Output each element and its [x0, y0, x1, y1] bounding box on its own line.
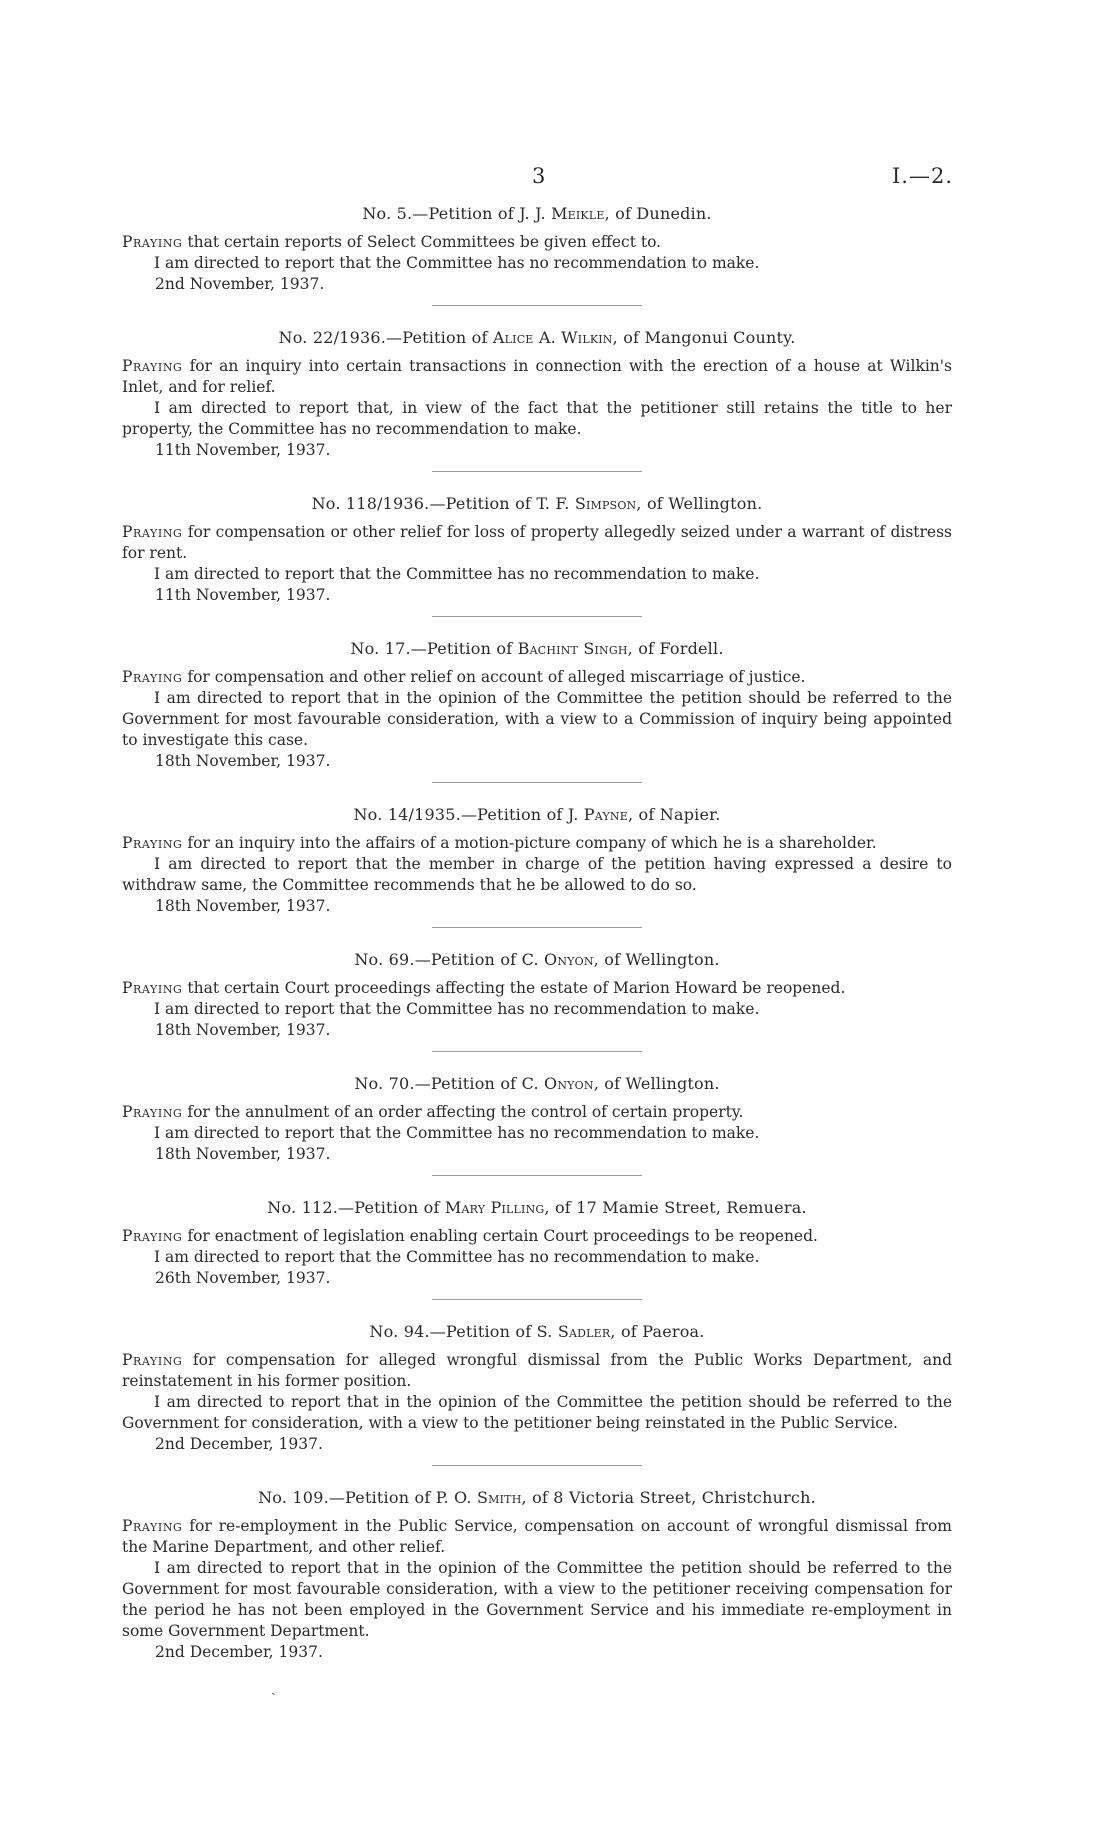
- petition-date: 2nd December, 1937.: [155, 1435, 323, 1453]
- petitions-list: [122, 204, 952, 1663]
- petition-report: I am directed to report that the member in charge of the petition having expressed a desire to withdraw same, the Committee recommends that he be allowed to do so.: [122, 855, 952, 894]
- petition-date: 11th November, 1937.: [155, 441, 331, 459]
- petition-heading: No. 5.—Petition of J. J. Meikle, of Dunedin.: [362, 204, 712, 223]
- petition-praying: Praying for an inquiry into certain transactions in connection with the erection of a house at Wilkin's Inlet, and for relief.: [122, 357, 952, 396]
- petition-praying: Praying for compensation and other relief on account of alleged miscarriage of justice.: [122, 668, 806, 686]
- petition-praying: Praying for compensation or other relief for loss of property allegedly seized under a warrant of distress for rent.: [122, 523, 952, 562]
- page-reference: I.—2.: [892, 164, 954, 188]
- petition-entry: [122, 639, 952, 772]
- stray-mark: ˎ: [271, 1680, 276, 1696]
- section-divider: [432, 471, 642, 472]
- petition-praying: Praying for compensation for alleged wrongful dismissal from the Public Works Department, and reinstatement in his former position.: [122, 1351, 952, 1390]
- section-divider: [432, 927, 642, 928]
- petition-report: I am directed to report that the Committee has no recommendation to make.: [154, 254, 760, 272]
- petition-entry: [122, 1488, 952, 1663]
- petition-praying: Praying that certain Court proceedings affecting the estate of Marion Howard be reopened.: [122, 979, 846, 997]
- section-divider: [432, 1175, 642, 1176]
- petition-report: I am directed to report that the Committee has no recommendation to make.: [154, 565, 760, 583]
- petition-report: I am directed to report that in the opinion of the Committee the petition should be referred to the Government for most favourable consideration, with a view to the petitioner receiving compensation for the period he has not been employed in the Government Service and his immediate re-employment in some Government Department.: [122, 1559, 952, 1640]
- petition-heading: No. 94.—Petition of S. Sadler, of Paeroa.: [369, 1322, 705, 1341]
- section-divider: [432, 305, 642, 306]
- petition-date: 26th November, 1937.: [155, 1269, 331, 1287]
- petition-entry: [122, 1198, 952, 1289]
- petition-heading: No. 118/1936.—Petition of T. F. Simpson, of Wellington.: [311, 494, 763, 513]
- petition-date: 18th November, 1937.: [155, 897, 331, 915]
- petition-praying: Praying for the annulment of an order affecting the control of certain property.: [122, 1103, 744, 1121]
- petition-date: 18th November, 1937.: [155, 752, 331, 770]
- petition-heading: No. 70.—Petition of C. Onyon, of Wellington.: [354, 1074, 720, 1093]
- section-divider: [432, 1465, 642, 1466]
- petition-heading: No. 112.—Petition of Mary Pilling, of 17 Mamie Street, Remuera.: [267, 1198, 807, 1217]
- petition-heading: No. 14/1935.—Petition of J. Payne, of Napier.: [353, 805, 721, 824]
- petition-entry: [122, 1074, 952, 1165]
- page-number: 3: [532, 164, 546, 188]
- section-divider: [432, 1051, 642, 1052]
- petition-report: I am directed to report that in the opinion of the Committee the petition should be referred to the Government for most favourable consideration, with a view to a Commission of inquiry being appointed to investigate this case.: [122, 689, 952, 749]
- petition-report: I am directed to report that the Committee has no recommendation to make.: [154, 1000, 760, 1018]
- petition-praying: Praying for an inquiry into the affairs of a motion-picture company of which he is a shareholder.: [122, 834, 877, 852]
- petition-heading: No. 69.—Petition of C. Onyon, of Wellington.: [354, 950, 720, 969]
- petition-heading: No. 22/1936.—Petition of Alice A. Wilkin, of Mangonui County.: [278, 328, 796, 347]
- petition-date: 18th November, 1937.: [155, 1145, 331, 1163]
- petition-report: I am directed to report that the Committee has no recommendation to make.: [154, 1248, 760, 1266]
- petition-date: 2nd December, 1937.: [155, 1643, 323, 1661]
- section-divider: [432, 616, 642, 617]
- petition-entry: [122, 805, 952, 917]
- petition-date: 18th November, 1937.: [155, 1021, 331, 1039]
- petition-entry: [122, 328, 952, 461]
- petition-praying: Praying that certain reports of Select Committees be given effect to.: [122, 233, 662, 251]
- petition-entry: [122, 204, 952, 295]
- petition-heading: No. 109.—Petition of P. O. Smith, of 8 Victoria Street, Christchurch.: [258, 1488, 816, 1507]
- petition-praying: Praying for enactment of legislation enabling certain Court proceedings to be reopened.: [122, 1227, 818, 1245]
- petition-date: 11th November, 1937.: [155, 586, 331, 604]
- petition-date: 2nd November, 1937.: [155, 275, 325, 293]
- section-divider: [432, 1299, 642, 1300]
- section-divider: [432, 782, 642, 783]
- petition-report: I am directed to report that, in view of the fact that the petitioner still retains the title to her property, the Committee has no recommendation to make.: [122, 399, 952, 438]
- petition-entry: [122, 950, 952, 1041]
- petition-entry: [122, 1322, 952, 1455]
- petition-heading: No. 17.—Petition of Bachint Singh, of Fordell.: [350, 639, 724, 658]
- petition-praying: Praying for re-employment in the Public Service, compensation on account of wrongful dismissal from the Marine Department, and other relief.: [122, 1517, 952, 1556]
- petition-entry: [122, 494, 952, 606]
- petition-report: I am directed to report that in the opinion of the Committee the petition should be referred to the Government for consideration, with a view to the petitioner being reinstated in the Public Service.: [122, 1393, 952, 1432]
- petition-report: I am directed to report that the Committee has no recommendation to make.: [154, 1124, 760, 1142]
